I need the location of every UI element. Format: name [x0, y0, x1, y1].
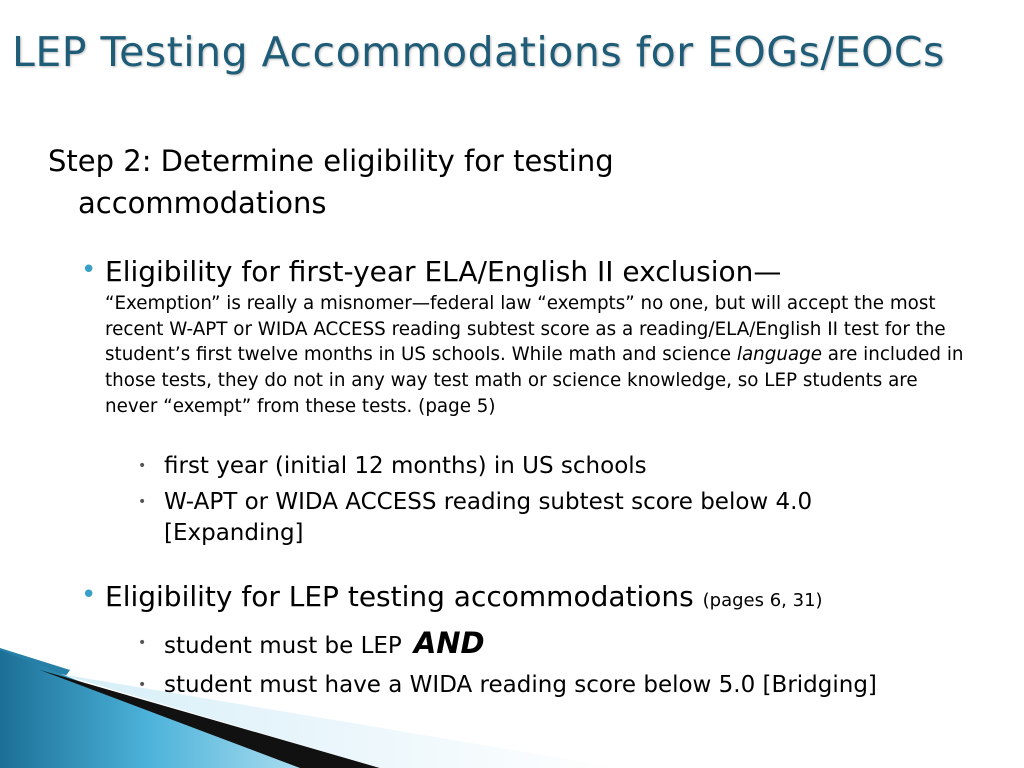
- decorative-corner-swoosh: [0, 648, 620, 768]
- sub-bullet-icon: •: [138, 635, 147, 651]
- bullet-accommodations-heading: Eligibility for LEP testing accommodations: [105, 580, 694, 613]
- sub-bullet-icon: •: [138, 677, 147, 693]
- step-heading: Step 2: Determine eligibility for testing accommodations: [48, 144, 614, 220]
- subitem-first-year: [138, 451, 924, 482]
- sub-bullet-icon: •: [138, 458, 147, 474]
- and-emphasis: AND: [413, 626, 485, 660]
- subitem-text: first year (initial 12 months) in US schools: [164, 453, 647, 479]
- subitem-text: student must be LEP: [164, 633, 402, 659]
- bullet-exclusion-heading: Eligibility for first-year ELA/English II exclusion—: [105, 255, 782, 288]
- bullet-accommodations: [81, 580, 823, 613]
- exemption-explanation: [105, 291, 965, 420]
- pages-reference: (pages 6, 31): [702, 590, 823, 611]
- subitem-text: student must have a WIDA reading score below 5.0 [Bridging]: [164, 672, 877, 698]
- explanation-text-part2: are included in those tests, they do not in any way test math or science knowledge, so LEP students are never “exempt” from these tests. (page 5): [105, 344, 964, 417]
- bullet-icon: •: [81, 255, 97, 285]
- subitem-text: W-APT or WIDA ACCESS reading subtest score below 4.0 [Expanding]: [164, 489, 813, 546]
- bullet-icon: •: [81, 580, 97, 610]
- subitem-score: [138, 487, 884, 549]
- explanation-emphasis: language: [736, 344, 822, 366]
- explanation-text-part1: “Exemption” is really a misnomer—federal law “exempts” no one, but will accept the most recent W-APT or WIDA ACCESS reading subtest score as a reading/ELA/English II test for the student’s first twelve months in US schools. While math and science: [105, 293, 946, 366]
- bullet-exclusion: [81, 255, 782, 288]
- slide-title: LEP Testing Accommodations for EOGs/EOCs: [12, 28, 945, 76]
- sub-bullet-icon: •: [138, 494, 147, 510]
